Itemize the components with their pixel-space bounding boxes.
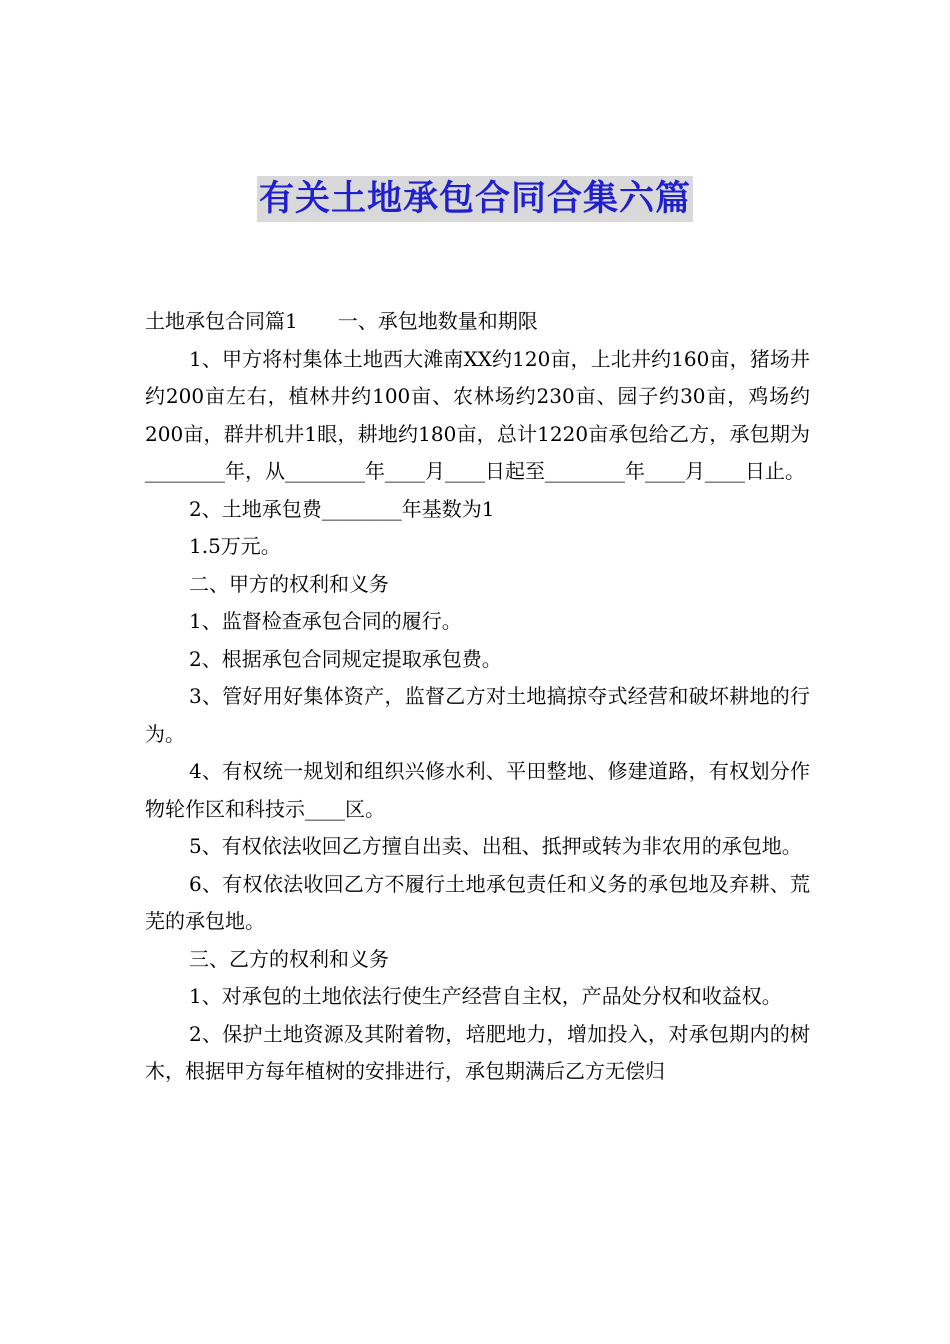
title-container [0, 176, 950, 222]
section-heading-line [145, 303, 810, 341]
paragraph: 1、对承包的土地依法行使生产经营自主权，产品处分权和收益权。 [189, 984, 782, 1008]
section-heading: 二、甲方的权利和义务 [189, 571, 389, 596]
paragraph: 5、有权依法收回乙方擅自出卖、出租、抵押或转为非农用的承包地。 [189, 834, 802, 858]
paragraph: 2、保护土地资源及其附着物，培肥地力，增加投入，对承包期内的树木，根据甲方每年植树的安排进行，承包期满后乙方无偿归 [145, 1021, 810, 1083]
section-heading: 一、承包地数量和期限 [337, 309, 538, 333]
section-heading: 三、乙方的权利和义务 [189, 946, 389, 971]
paragraph: 3、管好用好集体资产，监督乙方对土地搞掠夺式经营和破坏耕地的行为。 [145, 684, 810, 746]
paragraph: 2、根据承包合同规定提取承包费。 [189, 646, 502, 671]
document-body [145, 303, 810, 1091]
paragraph: 1、监督检查承包合同的履行。 [189, 609, 462, 633]
paragraph: 6、有权依法收回乙方不履行土地承包责任和义务的承包地及弃耕、荒芜的承包地。 [145, 871, 810, 933]
paragraph: 2、土地承包费________年基数为1 [189, 496, 495, 521]
document-title: 有关土地承包合同合集六篇 [257, 176, 693, 222]
paragraph: 4、有权统一规划和组织兴修水利、平田整地、修建道路，有权划分作物轮作区和科技示____区。 [145, 759, 810, 821]
paragraph: 1.5万元。 [189, 534, 281, 558]
contract-heading: 土地承包合同篇1 [145, 309, 298, 333]
paragraph: 1、甲方将村集体土地西大滩南XX约120亩，上北井约160亩，猪场井约200亩左右，植林井约100亩、农林场约230亩、园子约30亩，鸡场约200亩，群井机井1眼，耕地约180亩，总计1220亩承包给乙方，承包期为________年，从________年____月____日起至________年____月____日止。 [145, 346, 810, 483]
